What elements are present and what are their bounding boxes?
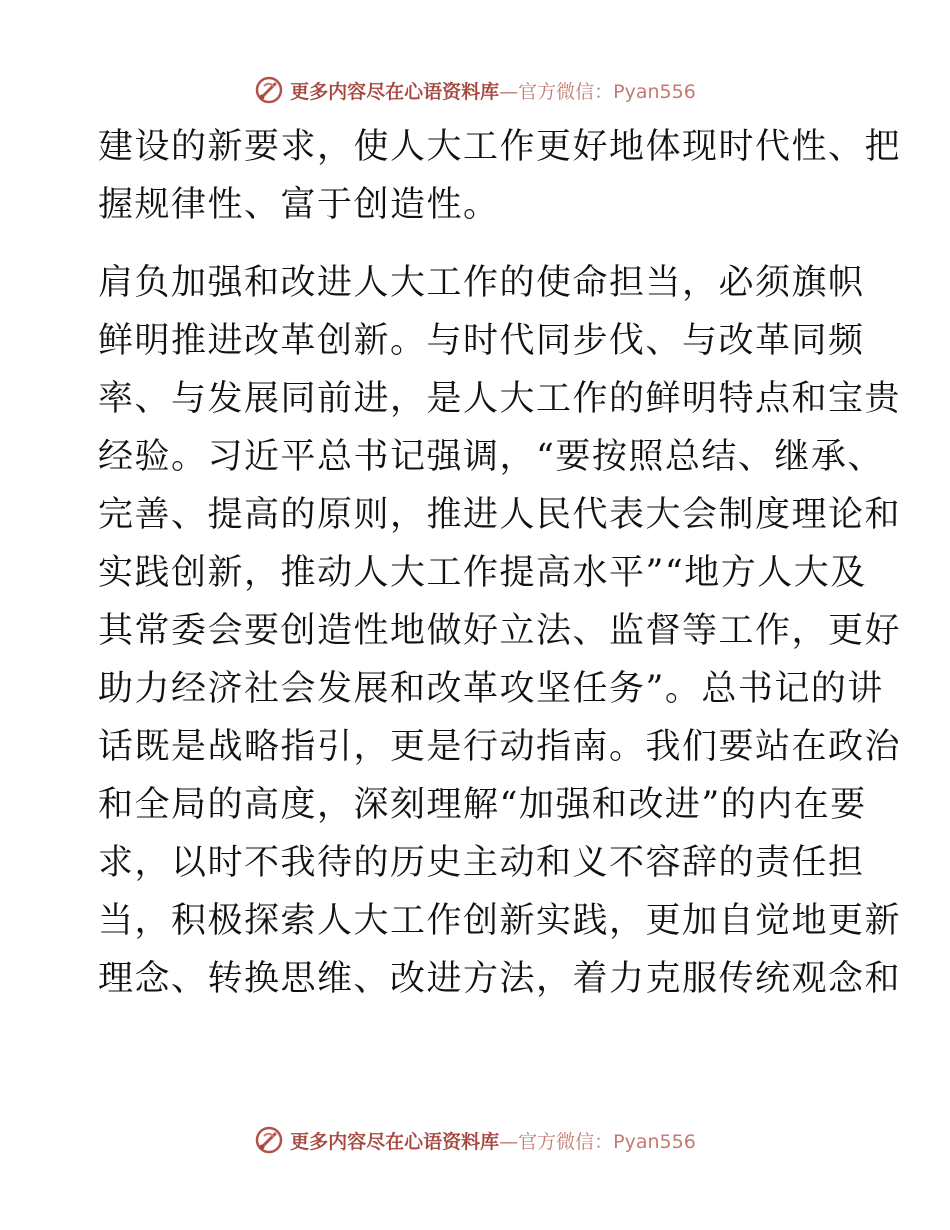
watermark-text (290, 1127, 696, 1154)
text-line: 其常委会要创造性地做好立法、监督等工作，更好 (98, 611, 902, 651)
paragraph-1 (98, 118, 902, 234)
watermark-contact: —官方微信：Pyan556 (499, 80, 696, 103)
text-line: 完善、提高的原则，推进人民代表大会制度理论和 (98, 495, 902, 535)
text-line: 肩负加强和改进人大工作的使命担当，必须旗帜 (98, 263, 865, 303)
watermark-text (290, 77, 696, 104)
paragraph-spacer (98, 234, 858, 254)
text-line: 握规律性、富于创造性。 (98, 185, 500, 225)
text-line: 理念、转换思维、改进方法，着力克服传统观念和 (98, 959, 902, 999)
text-line: 经验。习近平总书记强调，“要按照总结、继承、 (98, 437, 884, 477)
text-line: 当，积极探索人大工作创新实践，更加自觉地更新 (98, 901, 902, 941)
footer-watermark (0, 1120, 950, 1160)
text-line: 实践创新，推动人大工作提高水平”“地方人大及 (98, 553, 867, 593)
text-line: 话既是战略指引，更是行动指南。我们要站在政治 (98, 727, 902, 767)
brand-logo-icon (254, 1125, 284, 1155)
text-line: 率、与发展同前进，是人大工作的鲜明特点和宝贵 (98, 379, 902, 419)
text-line: 助力经济社会发展和改革攻坚任务”。总书记的讲 (98, 669, 884, 709)
text-line: 求，以时不我待的历史主动和义不容辞的责任担 (98, 843, 865, 883)
watermark-lead: 更多内容尽在心语资料库 (290, 80, 500, 103)
paragraph-2 (98, 254, 902, 1008)
brand-logo-icon (254, 75, 284, 105)
text-line: 鲜明推进改革创新。与时代同步伐、与改革同频 (98, 321, 865, 361)
header-watermark (0, 70, 950, 110)
text-line: 建设的新要求，使人大工作更好地体现时代性、把 (98, 127, 902, 167)
watermark-contact: —官方微信：Pyan556 (499, 1130, 696, 1153)
document-body (98, 118, 902, 1008)
watermark-lead: 更多内容尽在心语资料库 (290, 1130, 500, 1153)
text-line: 和全局的高度，深刻理解“加强和改进”的内在要 (98, 785, 867, 825)
